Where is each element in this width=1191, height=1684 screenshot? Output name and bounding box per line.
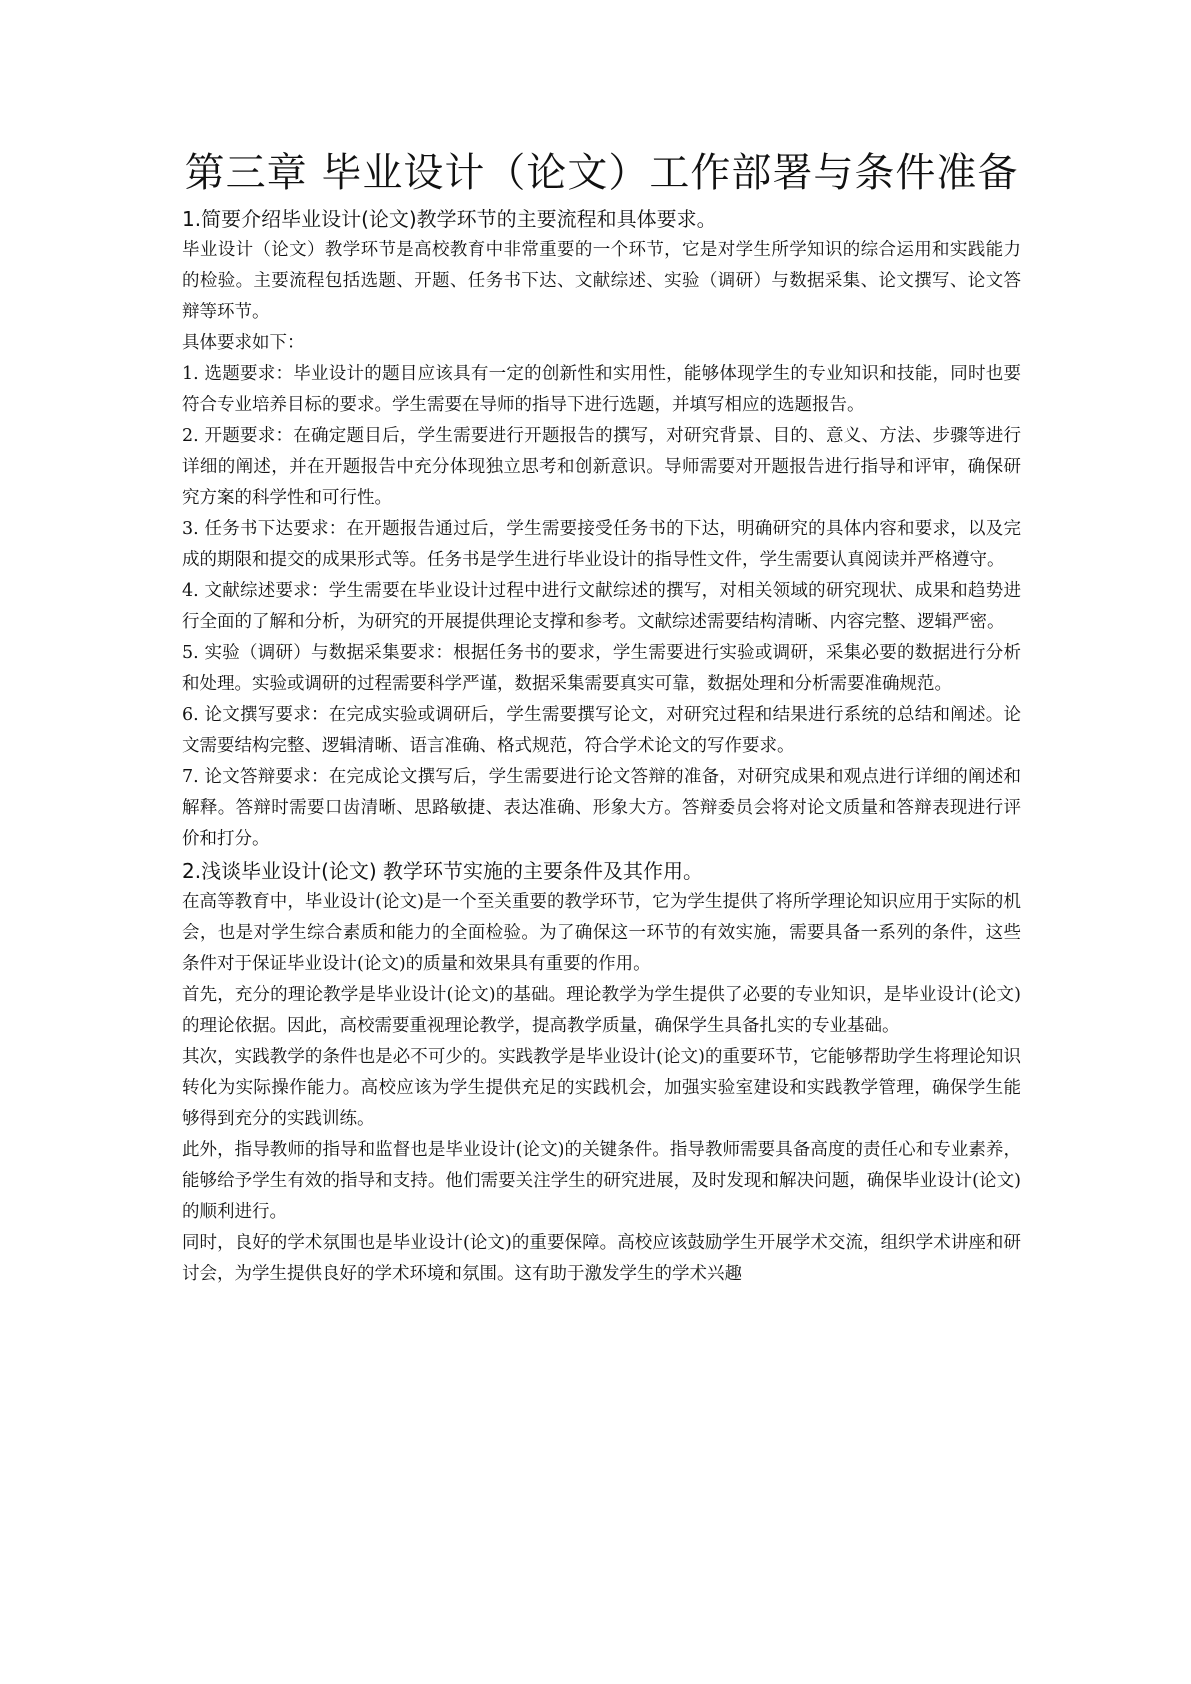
paragraph: 毕业设计（论文）教学环节是高校教育中非常重要的一个环节，它是对学生所学知识的综合运用和实践能力的检验。主要流程包括选题、开题、任务书下达、文献综述、实验（调研）与数据采集、论文撰写、论文答辩等环节。: [182, 240, 1021, 322]
paragraph: 此外，指导教师的指导和监督也是毕业设计(论文)的关键条件。指导教师需要具备高度的责任心和专业素养，能够给予学生有效的指导和支持。他们需要关注学生的研究进展，及时发现和解决问题，确保毕业设计(论文)的顺利进行。: [182, 1140, 1021, 1222]
section-heading-1: 1.简要介绍毕业设计(论文)教学环节的主要流程和具体要求。: [182, 207, 717, 231]
list-item: 6. 论文撰写要求：在完成实验或调研后，学生需要撰写论文，对研究过程和结果进行系统的总结和阐述。论文需要结构完整、逻辑清晰、语言准确、格式规范，符合学术论文的写作要求。: [182, 705, 1021, 756]
page-title: 第三章 毕业设计（论文）工作部署与条件准备: [184, 150, 1019, 196]
paragraph: 同时，良好的学术氛围也是毕业设计(论文)的重要保障。高校应该鼓励学生开展学术交流，组织学术讲座和研讨会，为学生提供良好的学术环境和氛围。这有助于激发学生的学术兴趣: [182, 1233, 1021, 1284]
list-item: 3. 任务书下达要求：在开题报告通过后，学生需要接受任务书的下达，明确研究的具体内容和要求，以及完成的期限和提交的成果形式等。任务书是学生进行毕业设计的指导性文件，学生需要认真阅读并严格遵守。: [182, 519, 1021, 570]
list-item: 7. 论文答辩要求：在完成论文撰写后，学生需要进行论文答辩的准备，对研究成果和观点进行详细的阐述和解释。答辩时需要口齿清晰、思路敏捷、表达准确、形象大方。答辩委员会将对论文质量和答辩表现进行评价和打分。: [182, 767, 1021, 849]
paragraph: 首先，充分的理论教学是毕业设计(论文)的基础。理论教学为学生提供了必要的专业知识，是毕业设计(论文)的理论依据。因此，高校需要重视理论教学，提高教学质量，确保学生具备扎实的专业基础。: [182, 985, 1021, 1036]
section-heading-2: 2.浅谈毕业设计(论文) 教学环节实施的主要条件及其作用。: [182, 859, 704, 883]
list-item: 1. 选题要求：毕业设计的题目应该具有一定的创新性和实用性，能够体现学生的专业知识和技能，同时也要符合专业培养目标的要求。学生需要在导师的指导下进行选题，并填写相应的选题报告。: [182, 364, 1021, 415]
paragraph: 其次，实践教学的条件也是必不可少的。实践教学是毕业设计(论文)的重要环节，它能够帮助学生将理论知识转化为实际操作能力。高校应该为学生提供充足的实践机会，加强实验室建设和实践教学管理，确保学生能够得到充分的实践训练。: [182, 1047, 1021, 1129]
paragraph: 具体要求如下：: [182, 333, 305, 353]
list-item: 2. 开题要求：在确定题目后，学生需要进行开题报告的撰写，对研究背景、目的、意义、方法、步骤等进行详细的阐述，并在开题报告中充分体现独立思考和创新意识。导师需要对开题报告进行指导和评审，确保研究方案的科学性和可行性。: [182, 426, 1021, 508]
list-item: 4. 文献综述要求：学生需要在毕业设计过程中进行文献综述的撰写，对相关领域的研究现状、成果和趋势进行全面的了解和分析，为研究的开展提供理论支撑和参考。文献综述需要结构清晰、内容完整、逻辑严密。: [182, 581, 1021, 632]
paragraph: 在高等教育中，毕业设计(论文)是一个至关重要的教学环节，它为学生提供了将所学理论知识应用于实际的机会，也是对学生综合素质和能力的全面检验。为了确保这一环节的有效实施，需要具备一系列的条件，这些条件对于保证毕业设计(论文)的质量和效果具有重要的作用。: [182, 892, 1021, 974]
list-item: 5. 实验（调研）与数据采集要求：根据任务书的要求，学生需要进行实验或调研，采集必要的数据进行分析和处理。实验或调研的过程需要科学严谨，数据采集需要真实可靠，数据处理和分析需要准确规范。: [182, 643, 1021, 694]
